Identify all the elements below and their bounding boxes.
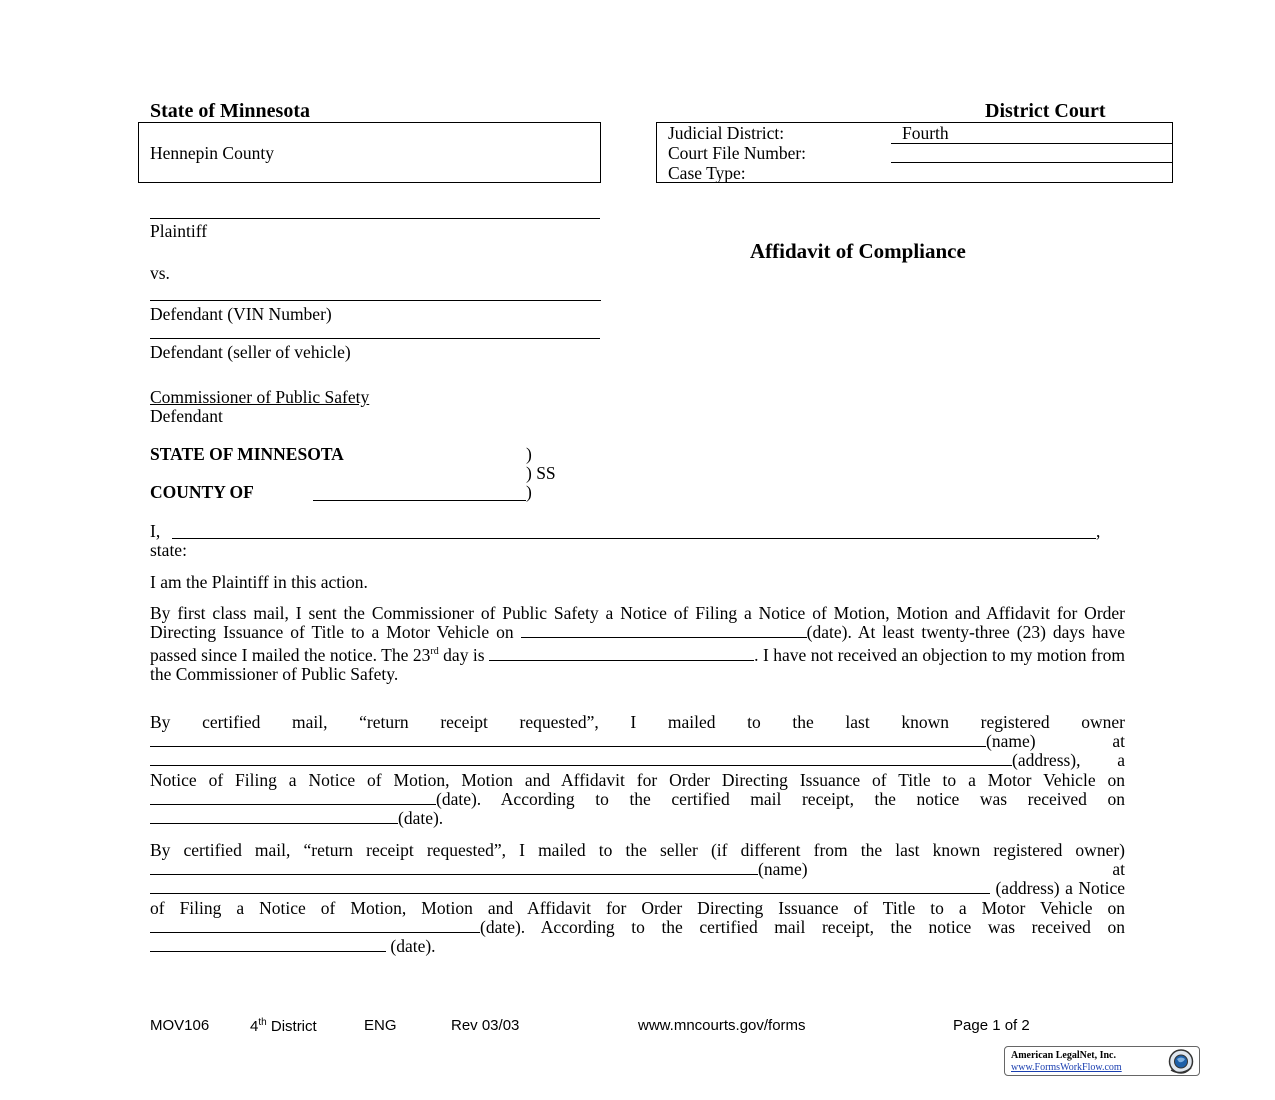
paragraph-2-text-a: By first class mail, I sent the Commissioner of Public Safety a Notice of Filing a Notice of Motion, Motion and Affidavit for Order Directing Issuance of Title to a Motor Vehicle on: [150, 603, 1125, 643]
owner-address-field[interactable]: [150, 751, 1012, 766]
affiant-suffix: ,: [1096, 521, 1101, 541]
owner-name-field[interactable]: [150, 732, 986, 747]
defendant-vin-label: Defendant (VIN Number): [150, 304, 332, 324]
court-file-number-field[interactable]: [891, 162, 1173, 163]
state-heading: State of Minnesota: [150, 100, 310, 122]
footer-form-number: MOV106: [150, 1017, 210, 1034]
venue-county-label: COUNTY OF: [150, 482, 254, 502]
globe-icon: [1167, 1048, 1195, 1075]
paragraph-4-name: (name): [758, 859, 808, 880]
paragraph-3-address: (address), a: [1012, 750, 1125, 771]
paragraph-3-text-b: Notice of Filing a Notice of Motion, Motion and Affidavit for Order Directing Issuance of Title to a Motor Vehicle on: [150, 769, 1125, 790]
commissioner-defendant-label: Defendant: [150, 406, 223, 426]
venue-county-field[interactable]: [313, 500, 526, 501]
case-type-label: Case Type:: [668, 163, 746, 183]
paragraph-1: I am the Plaintiff in this action.: [150, 572, 368, 592]
seller-name-field[interactable]: [150, 860, 758, 875]
judicial-district-label: Judicial District:: [668, 123, 785, 143]
paragraph-4-date-2: (date).: [386, 936, 436, 957]
paragraph-3-text-a: By certified mail, “return receipt requested”, I mailed to the last known registered owner: [150, 712, 1125, 732]
vs-label: vs.: [150, 263, 170, 283]
paragraph-2: [150, 604, 1125, 685]
paragraph-4-date-1: (date). According to the certified mail receipt, the notice was received on: [480, 916, 1125, 937]
owner-received-date-field[interactable]: [150, 809, 398, 824]
seller-received-date-field[interactable]: [150, 937, 386, 952]
footer-page-number: Page 1 of 2: [953, 1017, 1030, 1034]
document-title: Affidavit of Compliance: [750, 239, 966, 263]
footer-district-sup: th: [258, 1017, 267, 1028]
paragraph-4-text-b: a Notice of Filing a Notice of Motion, Motion and Affidavit for Order Directing Issuance of Title to a Motor Vehicle on: [150, 878, 1126, 918]
state-label: state:: [150, 540, 187, 560]
paragraph-3: [150, 713, 1125, 828]
footer-url[interactable]: www.mncourts.gov/forms: [638, 1017, 806, 1034]
paragraph-2-text-d: . I have not received an objection to my motion from the Commissioner of Public Safety.: [150, 645, 1125, 685]
paragraph-2-sup: rd: [430, 646, 439, 658]
venue-ss: ) SS: [526, 463, 556, 483]
affiant-prefix: I,: [150, 521, 161, 541]
case-info-box: [656, 122, 1173, 183]
legalnet-logo[interactable]: [1004, 1046, 1200, 1076]
commissioner-name: Commissioner of Public Safety: [150, 387, 370, 407]
paragraph-4-at: at: [1112, 859, 1125, 880]
paragraph-4: [150, 841, 1125, 956]
logo-company-name: American LegalNet, Inc.: [1011, 1050, 1116, 1061]
day-23-field[interactable]: [489, 646, 754, 661]
plaintiff-field[interactable]: [150, 218, 600, 219]
defendant-vin-field[interactable]: [150, 300, 601, 301]
owner-mail-date-field[interactable]: [150, 790, 436, 805]
seller-mail-date-field[interactable]: [150, 918, 480, 933]
judicial-district-line: [891, 143, 1173, 144]
footer-language: ENG: [364, 1017, 397, 1034]
logo-url[interactable]: www.FormsWorkFlow.com: [1011, 1062, 1122, 1073]
affiant-name-field[interactable]: [172, 538, 1096, 539]
defendant-seller-field[interactable]: [150, 338, 600, 339]
case-type-field[interactable]: [891, 182, 1173, 183]
paragraph-3-date-1: (date). According to the certified mail receipt, the notice was received on: [436, 788, 1125, 809]
paragraph-2-text-c: day is: [438, 645, 485, 666]
defendant-seller-label: Defendant (seller of vehicle): [150, 342, 351, 362]
seller-address-field[interactable]: [150, 879, 990, 894]
paragraph-2-text-b: (date). At least twenty-three (23) days have passed since I mailed the notice. The 23: [150, 622, 1125, 666]
plaintiff-label: Plaintiff: [150, 221, 208, 241]
footer-district: [250, 1017, 317, 1035]
judicial-district-value: Fourth: [902, 123, 949, 143]
venue-paren-3: ): [526, 482, 532, 502]
county-name: Hennepin County: [150, 143, 274, 163]
paragraph-4-text-a: By certified mail, “return receipt requested”, I mailed to the seller (if different from the last known registered owner): [150, 840, 1125, 860]
court-heading: District Court: [985, 100, 1106, 122]
paragraph-3-date-2: (date).: [398, 808, 444, 829]
footer-revision: Rev 03/03: [451, 1017, 520, 1034]
footer-district-text: District: [266, 1018, 317, 1035]
mail-date-field[interactable]: [521, 623, 807, 638]
venue-paren-1: ): [526, 444, 532, 464]
venue-state: STATE OF MINNESOTA: [150, 444, 344, 464]
paragraph-4-address: (address): [995, 878, 1060, 899]
county-box: [138, 122, 601, 183]
paragraph-3-name: (name) at: [986, 731, 1125, 752]
footer-district-number: 4: [250, 1018, 259, 1035]
court-file-number-label: Court File Number:: [668, 143, 807, 163]
